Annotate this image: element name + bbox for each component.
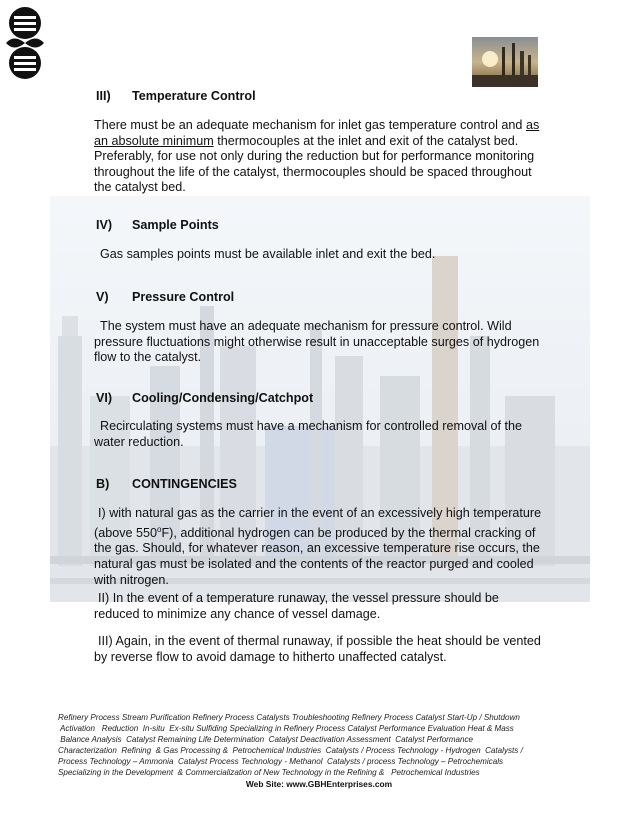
section-number: B): [96, 477, 110, 491]
footer-line: Activation Reduction In-situ Ex-situ Sulfiding Specializing in Refinery Process Catalyst Performance Evaluation Heat & Mass: [58, 724, 514, 733]
heading-pressure-control: [96, 290, 234, 304]
text-run: F), additional hydrogen can be produced by the thermal cracking of the gas. Should, for whatever reason, an excessive temperature rise occurs, the natural gas must be isolated and the contents of the reactor purged and cooled with nitrogen.: [94, 525, 540, 587]
underlined-text: as an absolute minimum: [94, 118, 540, 148]
footer-line: Balance Analysis Catalyst Remaining Life Determination Catalyst Deactivation Assessment Catalyst Performance: [58, 735, 474, 744]
heading-cooling: [96, 391, 313, 405]
footer-line: Process Technology – Ammonia Catalyst Process Technology - Methanol Catalysts / process Technology – Petrochemicals: [58, 757, 504, 766]
degree-superscript: o: [157, 524, 162, 534]
paragraph-cooling: Recirculating systems must have a mechanism for controlled removal of the water reduction.: [94, 419, 523, 449]
text-run: thermocouples at the inlet and exit of the catalyst bed. Preferably, for use not only during the reduction but for performance monitoring throughout the life of the catalyst, thermocouples should be spaced throughout the catalyst bed.: [94, 133, 535, 195]
text-run: I) with natural gas as the carrier in the event of an excessively high temperature (above 550: [94, 506, 542, 540]
heading-contingencies: [96, 477, 237, 491]
section-title: Pressure Control: [132, 290, 235, 304]
footer-line: Characterization Refining & Gas Processing & Petrochemical Industries Catalysts / Process Technology - Hydrogen Catalysts /: [58, 746, 523, 755]
footer-services: [58, 712, 558, 778]
paragraph-pressure-control: The system must have an adequate mechanism for pressure control. Wild pressure fluctuations might otherwise result in unacceptable surges of hydrogen flow to the catalyst.: [94, 319, 540, 365]
heading-sample-points: [96, 218, 219, 232]
paragraph-contingency-3: III) Again, in the event of thermal runaway, if possible the heat should be vented by reverse flow to avoid damage to hitherto unaffected catalyst.: [94, 634, 541, 664]
paragraph-contingency-1: [94, 506, 546, 588]
heading-temperature-control: [96, 89, 256, 103]
section-title: CONTINGENCIES: [132, 477, 237, 491]
website-link[interactable]: Web Site: www.GBHEnterprises.com: [245, 779, 393, 789]
section-title: Temperature Control: [132, 89, 256, 103]
section-number: V): [96, 290, 109, 304]
company-logo: [4, 4, 46, 82]
section-number: VI): [96, 391, 113, 405]
paragraph-temperature-control: [94, 118, 546, 196]
section-number: IV): [96, 218, 113, 232]
paragraph-sample-points: Gas samples points must be available inlet and exit the bed.: [100, 247, 436, 261]
footer-line: Refinery Process Stream Purification Refinery Process Catalysts Troubleshooting Refinery Process Catalyst Start-Up / Shutdown: [58, 713, 520, 722]
section-title: Sample Points: [132, 218, 219, 232]
section-number: III): [96, 89, 111, 103]
section-title: Cooling/Condensing/Catchpot: [132, 391, 314, 405]
footer-line: Specializing in the Development & Commercialization of New Technology in the Refining & Petrochemical Industries: [58, 768, 480, 777]
refinery-photo: [472, 37, 538, 87]
paragraph-contingency-2: II) In the event of a temperature runaway, the vessel pressure should be reduced to minimize any chance of vessel damage.: [94, 591, 499, 621]
text-run: There must be an adequate mechanism for inlet gas temperature control and: [94, 118, 526, 132]
